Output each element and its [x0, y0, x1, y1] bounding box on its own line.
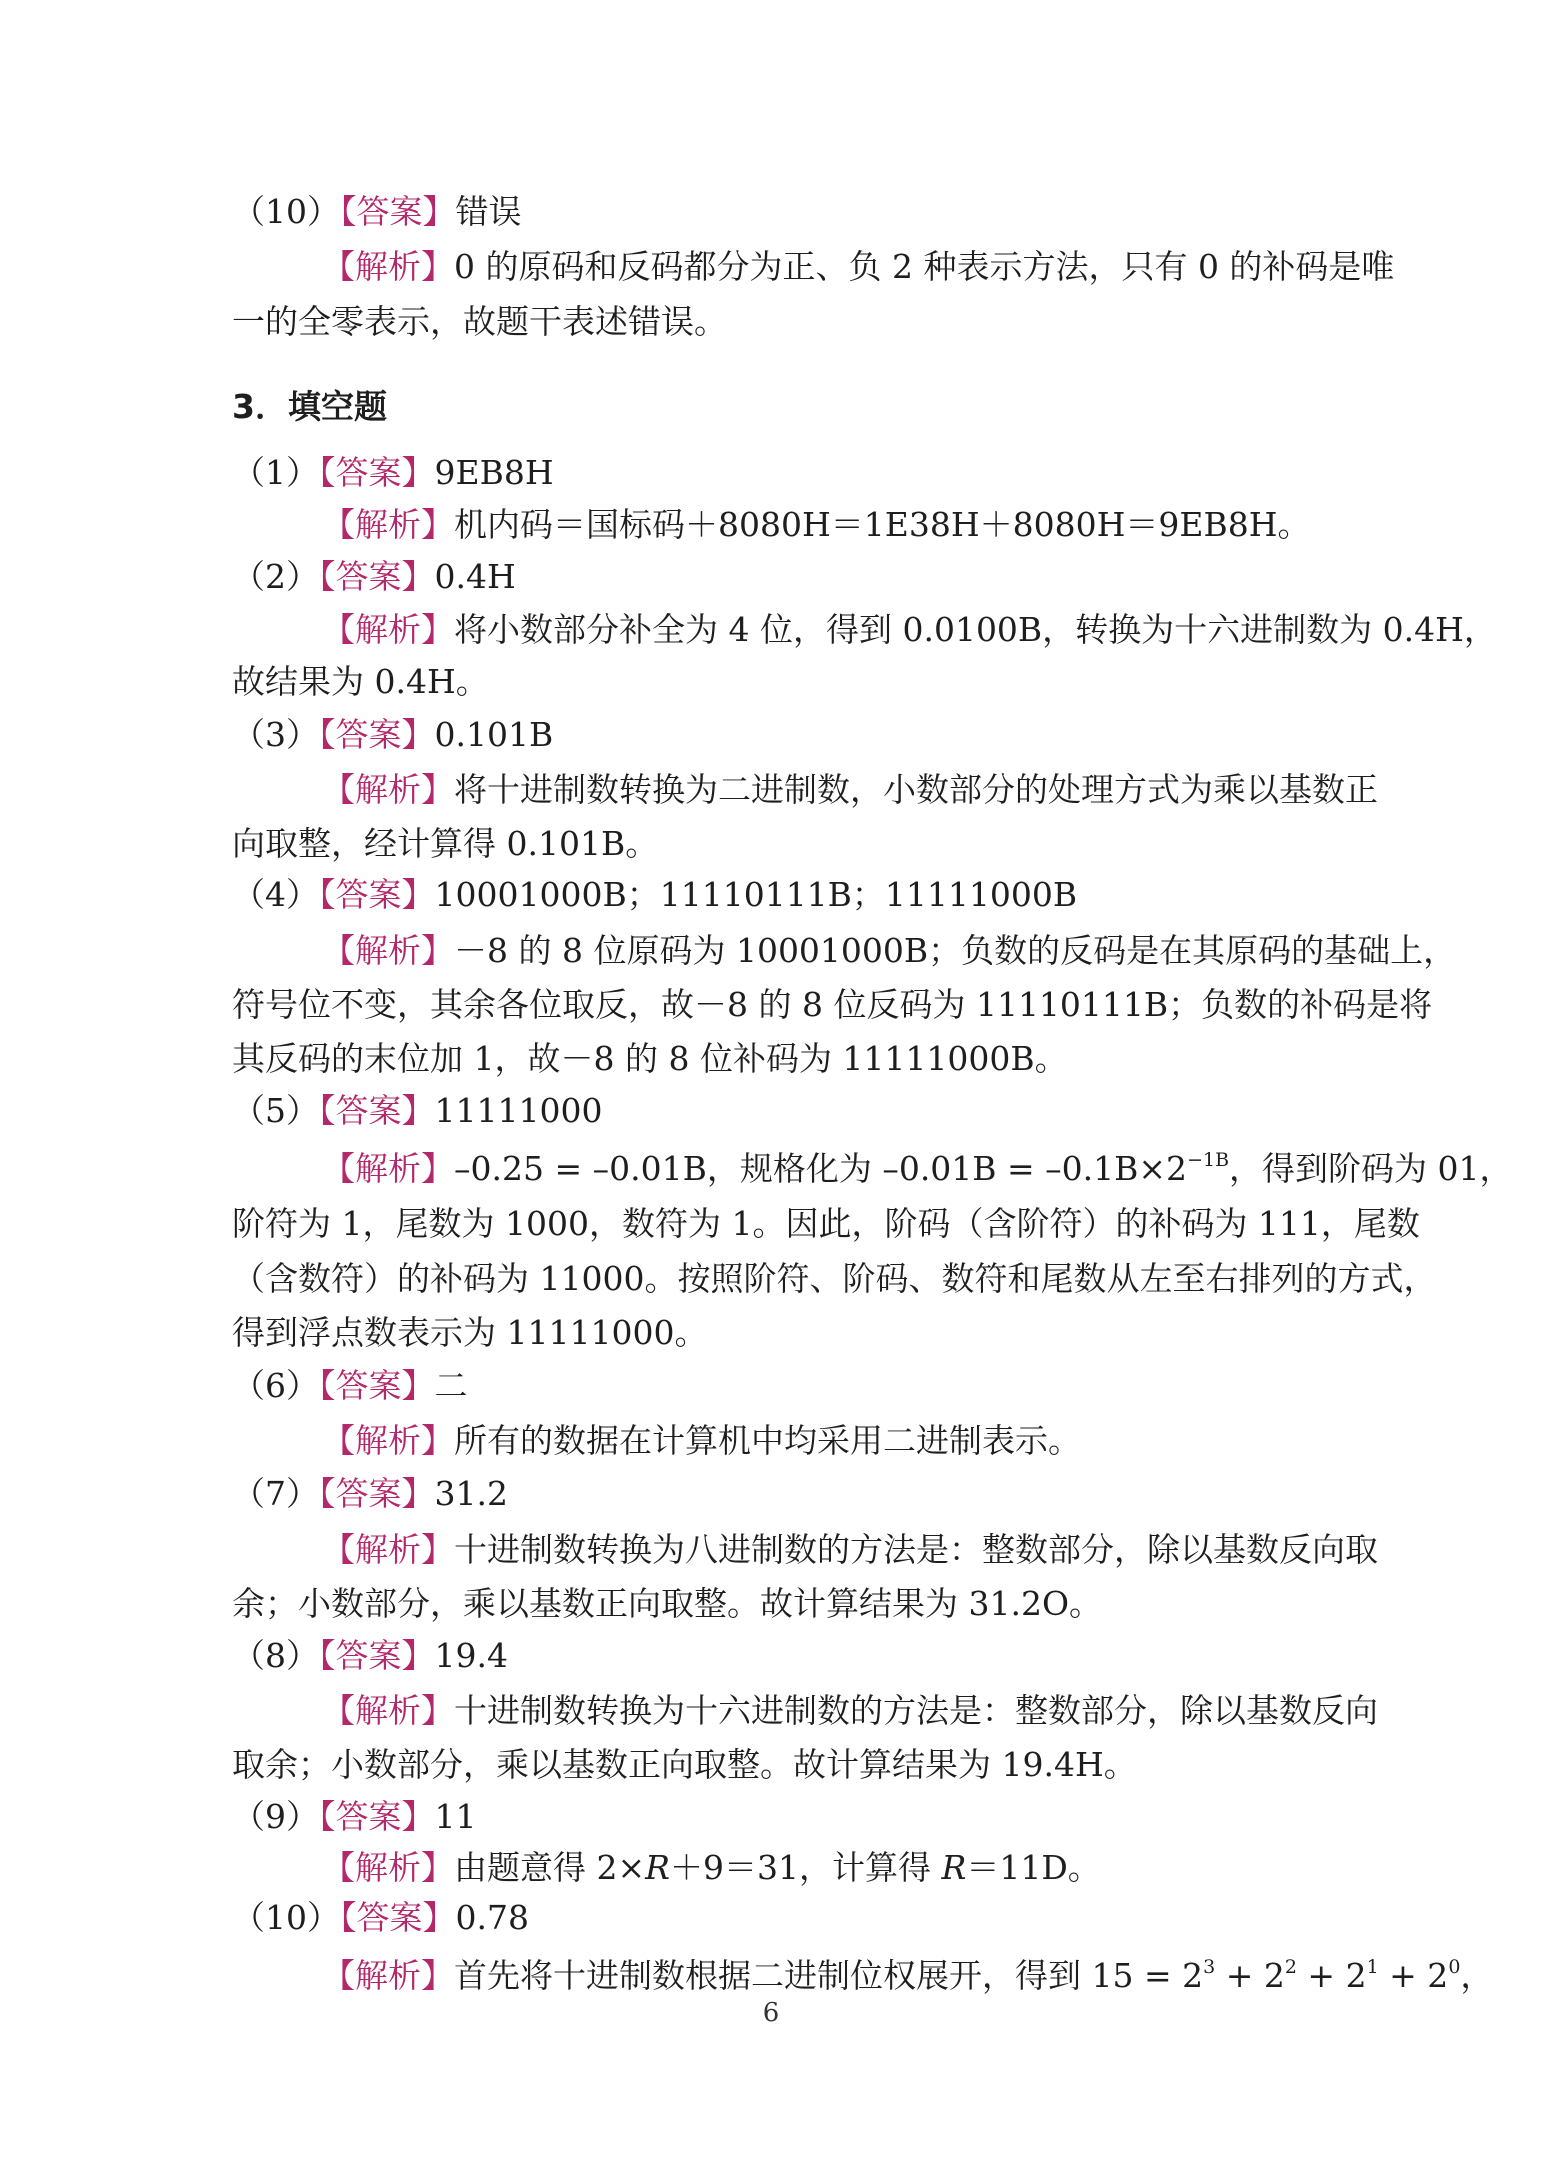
- answer-tag: 【答案】: [319, 453, 435, 492]
- analysis-tag: 【解析】: [322, 1691, 454, 1730]
- answer-text: 0.4H: [434, 557, 516, 596]
- analysis-line: [322, 1530, 1378, 1570]
- analysis-text: 由题意得 2×: [454, 1848, 646, 1887]
- answer-text: 11: [434, 1797, 477, 1836]
- analysis-text: 所有的数据在计算机中均采用二进制表示。: [454, 1421, 1081, 1460]
- exponent: 1: [1366, 1956, 1379, 1978]
- answer-tag: 【答案】: [319, 715, 435, 754]
- fill-item-3: [232, 715, 1310, 755]
- item-number: （9）: [232, 1797, 319, 1836]
- exponent: 2: [1284, 1956, 1297, 1978]
- analysis-line: [232, 1204, 1420, 1244]
- answer-text: 19.4: [434, 1636, 508, 1675]
- answer-tag: 【答案】: [319, 557, 435, 596]
- answer-tag: 【答案】: [340, 1898, 456, 1937]
- variable: R: [645, 1848, 670, 1887]
- analysis-line: [232, 985, 1433, 1025]
- analysis-line: [322, 1421, 1310, 1461]
- exponent: 0: [1448, 1956, 1461, 1978]
- analysis-text: 其反码的末位加 1，故－8 的 8 位补码为 11111000B。: [232, 1039, 1068, 1078]
- analysis-text: 故结果为 0.4H。: [232, 662, 489, 701]
- answer-text: 0.78: [455, 1898, 529, 1937]
- analysis-text: （含数符）的补码为 11000。按照阶符、阶码、数符和尾数从左至右排列的方式，: [232, 1259, 1437, 1298]
- answer-text: 10001000B；11110111B；11111000B: [434, 875, 1078, 914]
- item-number: （2）: [232, 557, 319, 596]
- analysis-tag: 【解析】: [322, 770, 454, 809]
- analysis-text: 十进制数转换为八进制数的方法是：整数部分，除以基数反向取: [454, 1530, 1378, 1569]
- answer-tag: 【答案】: [340, 192, 456, 231]
- item-number: （3）: [232, 715, 319, 754]
- item-number: （4）: [232, 875, 319, 914]
- analysis-text: 将小数部分补全为 4 位，得到 0.0100B，转换为十六进制数为 0.4H，: [454, 610, 1497, 649]
- fill-item-5: [232, 1091, 1310, 1131]
- analysis-line: [232, 824, 1310, 864]
- analysis-text: 十进制数转换为十六进制数的方法是：整数部分，除以基数反向: [454, 1691, 1378, 1730]
- item-number: （5）: [232, 1091, 319, 1130]
- analysis-line: [232, 1745, 1310, 1785]
- analysis-line: [322, 770, 1378, 810]
- analysis-tag: 【解析】: [322, 247, 454, 286]
- analysis-line: [232, 1039, 1310, 1079]
- fill-item-7: [232, 1474, 1310, 1514]
- analysis-text: ，得到阶码为 01，: [1229, 1149, 1513, 1188]
- page-number: 6: [762, 1998, 780, 2028]
- analysis-tag: 【解析】: [322, 1530, 454, 1569]
- fill-item-10: [232, 1898, 1310, 1938]
- answer-tag: 【答案】: [319, 1366, 435, 1405]
- fill-item-2: [232, 557, 1310, 597]
- analysis-line: [322, 931, 1457, 971]
- answer-tag: 【答案】: [319, 1474, 435, 1513]
- math-term: + 2: [1378, 1956, 1449, 1995]
- analysis-line: [232, 1313, 1310, 1353]
- analysis-text: 余；小数部分，乘以基数正向取整。故计算结果为 31.2O。: [232, 1584, 1103, 1623]
- analysis-line: [322, 1149, 1513, 1189]
- analysis-text: 将十进制数转换为二进制数，小数部分的处理方式为乘以基数正: [454, 770, 1378, 809]
- analysis-line: [322, 1691, 1378, 1731]
- analysis-tag: 【解析】: [322, 931, 454, 970]
- answer-text: 0.101B: [434, 715, 554, 754]
- analysis-tag: 【解析】: [322, 1149, 454, 1188]
- analysis-line: [232, 1584, 1310, 1624]
- item-number: （6）: [232, 1366, 319, 1405]
- exponent: 3: [1203, 1956, 1216, 1978]
- analysis-tag: 【解析】: [322, 1956, 454, 1995]
- analysis-line: [322, 505, 1310, 545]
- analysis-text: ＋9＝31，计算得: [670, 1848, 942, 1887]
- answer-tag: 【答案】: [319, 1797, 435, 1836]
- analysis-text: 机内码＝国标码＋8080H＝1E38H＋8080H＝9EB8H。: [454, 505, 1311, 544]
- answer-text: 二: [434, 1366, 468, 1405]
- answer-text: 错误: [455, 192, 522, 231]
- analysis-text: 首先将十进制数根据二进制位权展开，得到 15 = 2: [454, 1956, 1204, 1995]
- analysis-text: 一的全零表示，故题干表述错误。: [232, 302, 727, 341]
- tf-item-10: [232, 192, 1310, 232]
- answer-text: 9EB8H: [434, 453, 554, 492]
- variable: R: [941, 1848, 967, 1887]
- analysis-tag: 【解析】: [322, 1848, 454, 1887]
- answer-text: 11111000: [434, 1091, 603, 1130]
- item-number: （8）: [232, 1636, 319, 1675]
- fill-item-6: [232, 1366, 1310, 1406]
- analysis-text: －8 的 8 位原码为 10001000B；负数的反码是在其原码的基础上，: [454, 931, 1457, 970]
- item-number: （7）: [232, 1474, 319, 1513]
- analysis-line: [232, 302, 1310, 342]
- analysis-text: ，: [1460, 1956, 1494, 1995]
- analysis-tag: 【解析】: [322, 610, 454, 649]
- fill-item-9: [232, 1797, 1310, 1837]
- analysis-text: ＝11D。: [966, 1848, 1101, 1887]
- answer-tag: 【答案】: [319, 1091, 435, 1130]
- item-number: （1）: [232, 453, 319, 492]
- answer-tag: 【答案】: [319, 1636, 435, 1675]
- analysis-text: 阶符为 1，尾数为 1000，数符为 1。因此，阶码（含阶符）的补码为 111，尾数: [232, 1204, 1420, 1243]
- analysis-text: 符号位不变，其余各位取反，故－8 的 8 位反码为 11110111B；负数的补码是将: [232, 985, 1433, 1024]
- item-number: （10）: [232, 1898, 340, 1937]
- analysis-text: 取余；小数部分，乘以基数正向取整。故计算结果为 19.4H。: [232, 1745, 1137, 1784]
- analysis-line: [322, 1848, 1310, 1888]
- analysis-text: 0 的原码和反码都分为正、负 2 种表示方法，只有 0 的补码是唯: [454, 247, 1395, 286]
- item-number: （10）: [232, 192, 340, 231]
- fill-item-4: [232, 875, 1310, 915]
- analysis-line: [322, 1956, 1494, 1996]
- answer-text: 31.2: [434, 1474, 508, 1513]
- analysis-line: [232, 1259, 1437, 1299]
- math-term: + 2: [1296, 1956, 1367, 1995]
- analysis-line: [232, 662, 1310, 702]
- fill-item-1: [232, 453, 1310, 493]
- exponent: −1B: [1187, 1149, 1230, 1171]
- analysis-line: [322, 247, 1395, 287]
- answer-tag: 【答案】: [319, 875, 435, 914]
- fill-item-8: [232, 1636, 1310, 1676]
- analysis-text: 得到浮点数表示为 11111000。: [232, 1313, 708, 1352]
- section-heading: 3．填空题: [232, 387, 387, 426]
- math-term: + 2: [1215, 1956, 1285, 1995]
- analysis-line: [322, 610, 1497, 650]
- analysis-text: 向取整，经计算得 0.101B。: [232, 824, 659, 863]
- analysis-text: –0.25 = –0.01B，规格化为 –0.01B = –0.1B×2: [454, 1149, 1188, 1188]
- analysis-tag: 【解析】: [322, 505, 454, 544]
- analysis-tag: 【解析】: [322, 1421, 454, 1460]
